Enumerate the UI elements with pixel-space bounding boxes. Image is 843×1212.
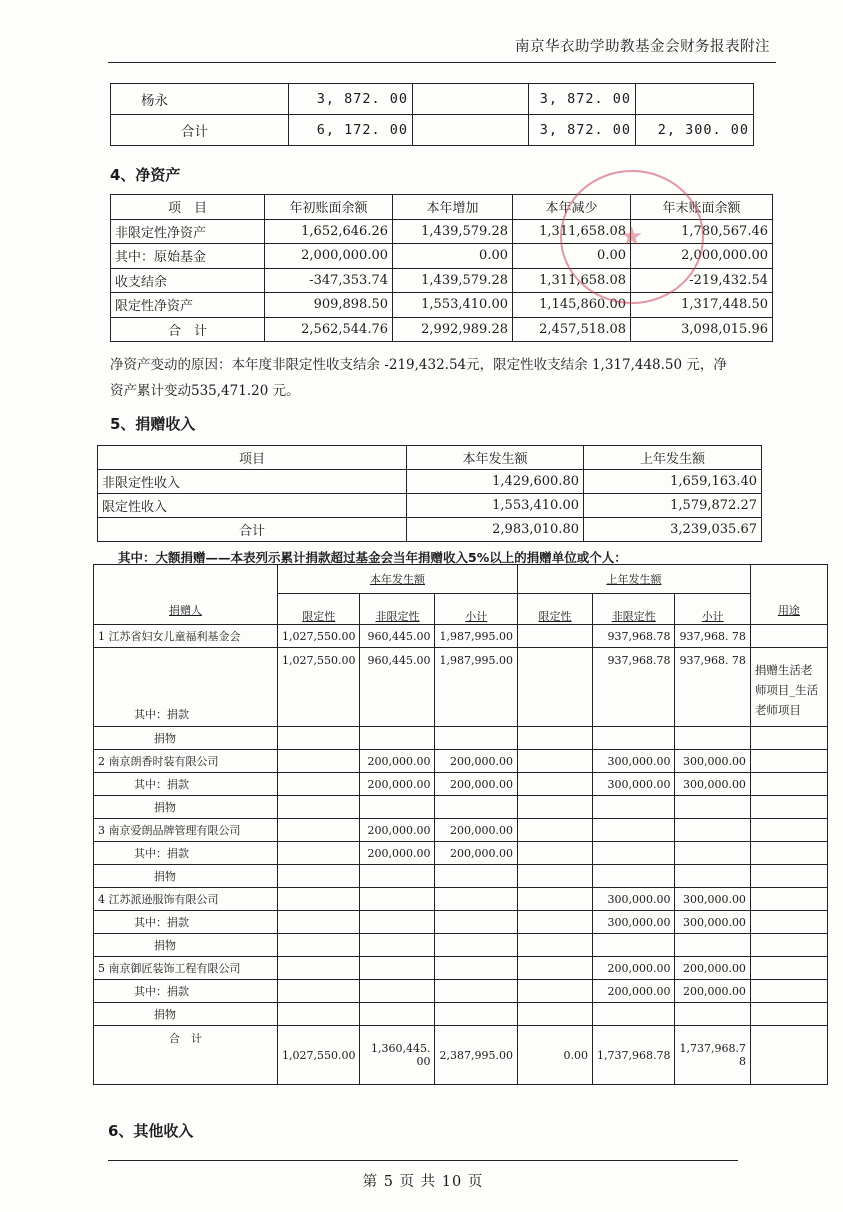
purpose-cell xyxy=(750,819,827,842)
cell-value: 1,145,860.00 xyxy=(513,293,631,318)
row-label: 非限定性收入 xyxy=(98,470,407,494)
cell-value xyxy=(360,934,435,957)
cell-value xyxy=(435,1003,517,1026)
cell-value: 1,553,410.00 xyxy=(393,293,513,318)
cell-value xyxy=(278,911,360,934)
cell-value: 1,317,448.50 xyxy=(631,293,773,318)
cell-value: 0.00 xyxy=(393,244,513,269)
cell-value xyxy=(435,980,517,1003)
cell-value: 1,659,163.40 xyxy=(584,470,762,494)
footer-divider xyxy=(108,1160,738,1161)
seal-star-icon: ★ xyxy=(620,222,644,252)
cell-value xyxy=(675,727,750,750)
cell-value xyxy=(278,773,360,796)
cell-value: 1,360,445.00 xyxy=(360,1026,435,1085)
net-assets-table xyxy=(110,194,773,342)
cell-value: 2, 300. 00 xyxy=(636,115,754,146)
cell-value xyxy=(278,865,360,888)
cell-value: 200,000.00 xyxy=(435,750,517,773)
cell-value: 300,000.00 xyxy=(675,750,750,773)
cell-value xyxy=(675,865,750,888)
cell-value xyxy=(278,1003,360,1026)
cell-value: 300,000.00 xyxy=(675,773,750,796)
row-label: 4 江苏派逊服饰有限公司 xyxy=(94,888,278,911)
cell-value xyxy=(517,727,592,750)
large-donation-note: 其中：大额捐赠——本表列示累计捐款超过基金会当年捐赠收入5%以上的捐赠单位或个人： xyxy=(118,550,627,565)
cell-value: 1,439,579.28 xyxy=(393,219,513,244)
cell-value xyxy=(413,84,529,115)
cell-value xyxy=(517,625,592,648)
cell-value: 1,311,658.08 xyxy=(513,219,631,244)
cell-value: -347,353.74 xyxy=(265,268,393,293)
row-label: 非限定性净资产 xyxy=(111,219,265,244)
row-label: 捐物 xyxy=(94,727,278,750)
cell-value: -219,432.54 xyxy=(631,268,773,293)
cell-value: 1,780,567.46 xyxy=(631,219,773,244)
cell-value xyxy=(435,957,517,980)
row-label: 限定性净资产 xyxy=(111,293,265,318)
table-row xyxy=(111,293,773,318)
cell-value: 3,098,015.96 xyxy=(631,317,773,342)
row-label: 1 江苏省妇女儿童福利基金会 xyxy=(94,625,278,648)
table-row xyxy=(111,268,773,293)
table-header-row xyxy=(98,446,762,470)
cell-value xyxy=(278,934,360,957)
cell-value: 300,000.00 xyxy=(592,750,674,773)
page-number: 第 5 页 共 10 页 xyxy=(362,1174,484,1190)
cell-value: 1,652,646.26 xyxy=(265,219,393,244)
cell-value: 909,898.50 xyxy=(265,293,393,318)
cell-value xyxy=(360,980,435,1003)
cell-value: 2,387,995.00 xyxy=(435,1026,517,1085)
purpose-cell xyxy=(750,625,827,648)
cell-value: 2,983,010.80 xyxy=(407,518,584,542)
cell-value xyxy=(517,911,592,934)
row-label: 收支结余 xyxy=(111,268,265,293)
row-label: 其中：捐款 xyxy=(94,773,278,796)
table-row xyxy=(111,244,773,269)
column-header: 项目 xyxy=(98,446,407,470)
cell-value xyxy=(435,911,517,934)
cell-value: 0.00 xyxy=(517,1026,592,1085)
row-label: 捐物 xyxy=(94,934,278,957)
cell-value xyxy=(278,980,360,1003)
cell-value xyxy=(636,84,754,115)
cell-value xyxy=(592,819,674,842)
cell-value: 200,000.00 xyxy=(675,980,750,1003)
row-label: 合 计 xyxy=(94,1026,278,1085)
cell-value xyxy=(517,865,592,888)
cell-value xyxy=(517,1003,592,1026)
cell-value xyxy=(675,819,750,842)
purpose-cell xyxy=(750,911,827,934)
column-header-purpose: 用途 xyxy=(750,565,827,625)
column-header: 限定性 xyxy=(278,594,360,625)
cell-value xyxy=(278,750,360,773)
cell-value: 200,000.00 xyxy=(360,773,435,796)
column-header: 本年发生额 xyxy=(407,446,584,470)
cell-value xyxy=(592,796,674,819)
row-label: 3 南京爱朗品牌管理有限公司 xyxy=(94,819,278,842)
cell-value: 200,000.00 xyxy=(360,819,435,842)
cell-value: 200,000.00 xyxy=(435,819,517,842)
column-header: 项 目 xyxy=(111,195,265,220)
cell-value xyxy=(278,727,360,750)
table-row xyxy=(94,625,828,648)
row-label: 合计 xyxy=(98,518,407,542)
cell-value: 1,027,550.00 xyxy=(278,1026,360,1085)
cell-value xyxy=(435,727,517,750)
cell-value: 1,027,550.00 xyxy=(278,648,360,727)
cell-value: 6, 172. 00 xyxy=(289,115,413,146)
cell-value xyxy=(517,842,592,865)
cell-value: 1,311,658.08 xyxy=(513,268,631,293)
row-label: 合计 xyxy=(111,115,289,146)
cell-value: 3, 872. 00 xyxy=(289,84,413,115)
donation-income-table xyxy=(97,445,762,542)
cell-value xyxy=(413,115,529,146)
table-row xyxy=(94,911,828,934)
table-header-row xyxy=(111,195,773,220)
table-row xyxy=(94,648,828,727)
cell-value: 1,579,872.27 xyxy=(584,494,762,518)
cell-value xyxy=(517,750,592,773)
cell-value: 2,000,000.00 xyxy=(265,244,393,269)
cell-value xyxy=(750,1026,827,1085)
cell-value xyxy=(592,934,674,957)
column-header: 小计 xyxy=(435,594,517,625)
cell-value: 300,000.00 xyxy=(675,888,750,911)
section-title-net-assets: 4、净资产 xyxy=(110,166,181,184)
cell-value xyxy=(675,934,750,957)
cell-value: 937,968.78 xyxy=(592,625,674,648)
table-row xyxy=(94,888,828,911)
table-row xyxy=(94,957,828,980)
cell-value xyxy=(435,934,517,957)
cell-value xyxy=(675,842,750,865)
table-row xyxy=(98,470,762,494)
table-row xyxy=(94,842,828,865)
purpose-cell xyxy=(750,1003,827,1026)
cell-value: 1,987,995.00 xyxy=(435,648,517,727)
column-header: 年初账面余额 xyxy=(265,195,393,220)
cell-value: 1,027,550.00 xyxy=(278,625,360,648)
row-label: 捐物 xyxy=(94,1003,278,1026)
table-total-row xyxy=(98,518,762,542)
table-row xyxy=(94,1003,828,1026)
cell-value: 1,737,968.78 xyxy=(675,1026,750,1085)
purpose-cell xyxy=(750,865,827,888)
donor-rows xyxy=(94,625,828,1026)
cell-value xyxy=(517,957,592,980)
cell-value xyxy=(435,888,517,911)
table-row xyxy=(111,84,754,115)
cell-value xyxy=(592,727,674,750)
cell-value: 1,737,968.78 xyxy=(592,1026,674,1085)
cell-value xyxy=(592,865,674,888)
table-row xyxy=(94,934,828,957)
row-label: 合 计 xyxy=(111,317,265,342)
cell-value xyxy=(360,957,435,980)
cell-value: 937,968. 78 xyxy=(675,648,750,727)
row-label: 2 南京朗香时装有限公司 xyxy=(94,750,278,773)
row-label: 其中：捐款 xyxy=(94,842,278,865)
cell-value: 200,000.00 xyxy=(592,957,674,980)
cell-value: 1,439,579.28 xyxy=(393,268,513,293)
table-row xyxy=(94,980,828,1003)
table-row xyxy=(94,727,828,750)
cell-value: 1,987,995.00 xyxy=(435,625,517,648)
cell-value xyxy=(278,888,360,911)
cell-value xyxy=(360,888,435,911)
row-label: 捐物 xyxy=(94,796,278,819)
table-row xyxy=(94,750,828,773)
row-label: 捐物 xyxy=(94,865,278,888)
cell-value xyxy=(435,865,517,888)
cell-value xyxy=(592,842,674,865)
cell-value: 3, 872. 00 xyxy=(529,84,636,115)
section-title-donation-income: 5、捐赠收入 xyxy=(110,415,196,433)
cell-value xyxy=(278,842,360,865)
payable-continuation-table xyxy=(110,83,754,146)
column-header-donor: 捐赠人 xyxy=(94,565,278,625)
cell-value: 200,000.00 xyxy=(360,842,435,865)
cell-value xyxy=(517,980,592,1003)
cell-value xyxy=(278,796,360,819)
column-header: 本年减少 xyxy=(513,195,631,220)
cell-value xyxy=(435,796,517,819)
row-label: 其中：原始基金 xyxy=(111,244,265,269)
net-assets-note-line1: 净资产变动的原因：本年度非限定性收支结余 -219,432.54元，限定性收支结余 1,317,448.50 元，净 xyxy=(110,357,727,373)
purpose-cell xyxy=(750,796,827,819)
row-label: 限定性收入 xyxy=(98,494,407,518)
net-assets-note-line2: 资产累计变动535,471.20 元。 xyxy=(110,383,300,399)
cell-value: 200,000.00 xyxy=(675,957,750,980)
cell-value xyxy=(360,911,435,934)
cell-value: 1,429,600.80 xyxy=(407,470,584,494)
table-row xyxy=(94,773,828,796)
table-header-row xyxy=(94,565,828,594)
cell-value: 0.00 xyxy=(513,244,631,269)
cell-value: 2,457,518.08 xyxy=(513,317,631,342)
cell-value xyxy=(517,888,592,911)
column-header: 本年增加 xyxy=(393,195,513,220)
purpose-cell xyxy=(750,773,827,796)
cell-value xyxy=(360,865,435,888)
header-divider xyxy=(108,62,776,63)
cell-value: 2,562,544.76 xyxy=(265,317,393,342)
cell-value: 937,968. 78 xyxy=(675,625,750,648)
column-header: 限定性 xyxy=(517,594,592,625)
column-header: 年末账面余额 xyxy=(631,195,773,220)
cell-value xyxy=(278,819,360,842)
cell-value: 2,992,989.28 xyxy=(393,317,513,342)
table-row xyxy=(94,796,828,819)
cell-value: 200,000.00 xyxy=(360,750,435,773)
column-group-last-year: 上年发生额 xyxy=(517,565,750,594)
row-label: 其中：捐款 xyxy=(94,648,278,727)
purpose-cell xyxy=(750,957,827,980)
cell-value xyxy=(517,773,592,796)
column-header: 非限定性 xyxy=(592,594,674,625)
cell-value xyxy=(517,796,592,819)
table-row xyxy=(94,865,828,888)
cell-value: 200,000.00 xyxy=(435,842,517,865)
cell-value: 960,445.00 xyxy=(360,625,435,648)
table-row xyxy=(111,219,773,244)
row-label: 5 南京御匠装饰工程有限公司 xyxy=(94,957,278,980)
column-group-this-year: 本年发生额 xyxy=(278,565,518,594)
cell-value: 1,553,410.00 xyxy=(407,494,584,518)
section-title-other-income: 6、其他收入 xyxy=(108,1122,194,1140)
cell-value xyxy=(675,796,750,819)
table-row xyxy=(94,819,828,842)
purpose-cell: 捐赠生活老师项目_生活老师项目 xyxy=(750,648,827,727)
cell-value: 960,445.00 xyxy=(360,648,435,727)
column-header: 上年发生额 xyxy=(584,446,762,470)
column-header: 小计 xyxy=(675,594,750,625)
row-label: 其中：捐款 xyxy=(94,980,278,1003)
purpose-cell xyxy=(750,727,827,750)
purpose-cell xyxy=(750,888,827,911)
table-row xyxy=(111,115,754,146)
column-header: 非限定性 xyxy=(360,594,435,625)
cell-value: 300,000.00 xyxy=(592,888,674,911)
table-row xyxy=(98,494,762,518)
cell-value xyxy=(517,819,592,842)
cell-value xyxy=(278,957,360,980)
cell-value xyxy=(360,727,435,750)
large-donors-table xyxy=(93,564,828,1085)
cell-value xyxy=(592,1003,674,1026)
cell-value: 200,000.00 xyxy=(592,980,674,1003)
purpose-cell xyxy=(750,842,827,865)
cell-value: 3, 872. 00 xyxy=(529,115,636,146)
cell-value: 300,000.00 xyxy=(675,911,750,934)
table-total-row xyxy=(111,317,773,342)
cell-value: 300,000.00 xyxy=(592,773,674,796)
table-total-row xyxy=(94,1026,828,1085)
row-label: 其中：捐款 xyxy=(94,911,278,934)
cell-value xyxy=(360,796,435,819)
report-header-title: 南京华衣助学助教基金会财务报表附注 xyxy=(515,39,770,55)
cell-value: 2,000,000.00 xyxy=(631,244,773,269)
purpose-cell xyxy=(750,980,827,1003)
row-label: 杨永 xyxy=(111,84,289,115)
cell-value: 300,000.00 xyxy=(592,911,674,934)
cell-value xyxy=(517,934,592,957)
cell-value: 3,239,035.67 xyxy=(584,518,762,542)
cell-value: 937,968.78 xyxy=(592,648,674,727)
cell-value xyxy=(517,648,592,727)
purpose-cell xyxy=(750,934,827,957)
cell-value: 200,000.00 xyxy=(435,773,517,796)
cell-value xyxy=(675,1003,750,1026)
purpose-cell xyxy=(750,750,827,773)
cell-value xyxy=(360,1003,435,1026)
